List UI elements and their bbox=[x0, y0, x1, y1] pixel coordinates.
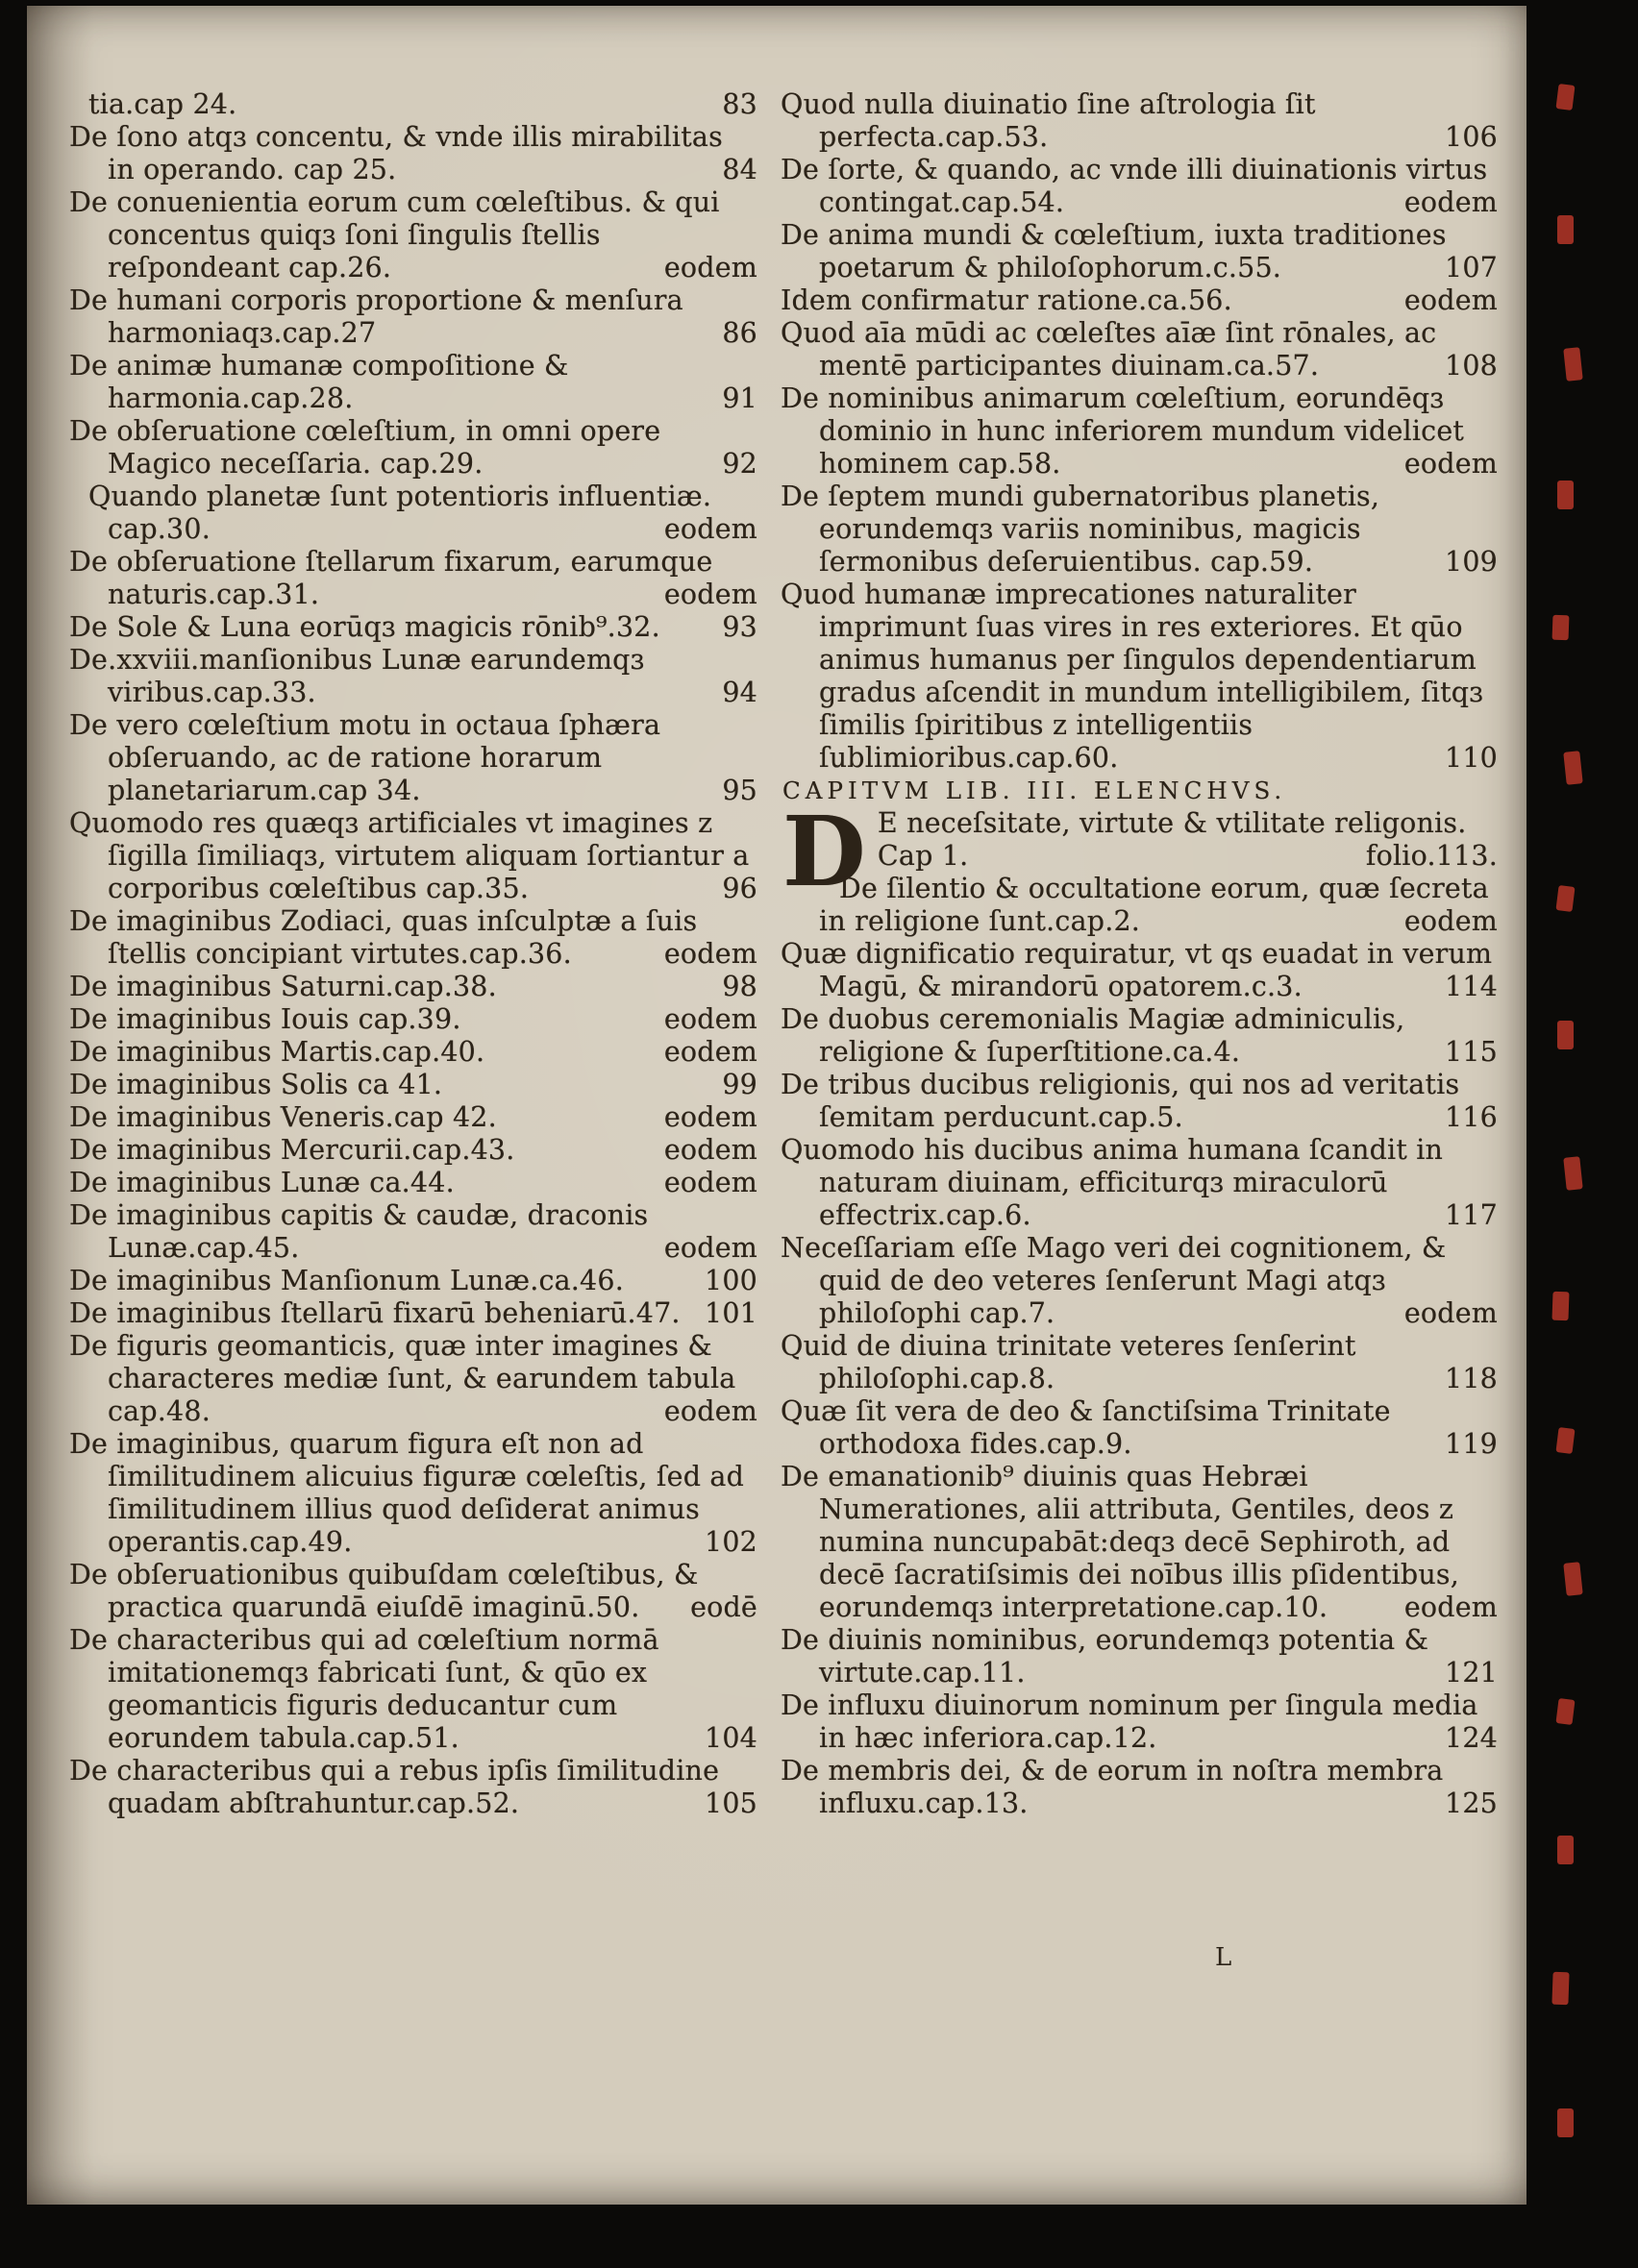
page-number: 119 bbox=[1445, 1428, 1498, 1460]
entry-text: tia.cap 24. bbox=[88, 88, 237, 120]
page-number: 110 bbox=[1445, 742, 1498, 774]
fore-edge-mark bbox=[1555, 84, 1575, 111]
drop-cap-initial: D bbox=[782, 795, 866, 908]
toc-entry bbox=[69, 807, 757, 905]
fore-edge-mark bbox=[1555, 885, 1575, 912]
entry-text: De tribus ducibus religionis, qui nos ad veritatis ſemitam perducunt.cap.5. bbox=[781, 1069, 1460, 1133]
signature-mark: L bbox=[1215, 1943, 1232, 1972]
page-number: 121 bbox=[1445, 1657, 1498, 1689]
toc-entry bbox=[781, 219, 1498, 284]
toc-entry bbox=[781, 1461, 1498, 1624]
page-number: folio.113. bbox=[1365, 840, 1498, 872]
page-number: 92 bbox=[722, 448, 757, 480]
toc-entry bbox=[781, 1624, 1498, 1689]
toc-entry bbox=[69, 350, 757, 415]
page-number: 105 bbox=[705, 1787, 757, 1819]
page-number: eodem bbox=[663, 1395, 757, 1427]
fore-edge-mark bbox=[1557, 481, 1574, 509]
fore-edge-mark bbox=[1557, 2108, 1574, 2137]
entry-text: De ſeptem mundi gubernatoribus planetis, eorundemqɜ variis nominibus, magicis ſermonibus deſeruientibus. cap.59. bbox=[781, 481, 1380, 578]
toc-entry bbox=[781, 154, 1498, 219]
page-number: 118 bbox=[1445, 1363, 1498, 1394]
page-number: 94 bbox=[722, 677, 757, 708]
toc-entry bbox=[69, 1559, 757, 1624]
page-number: 114 bbox=[1445, 971, 1498, 1002]
page-number: eodem bbox=[663, 579, 757, 610]
page-number: eodem bbox=[1403, 1591, 1498, 1623]
toc-entry bbox=[69, 1297, 757, 1330]
toc-entry bbox=[69, 644, 757, 709]
toc-entry bbox=[69, 611, 757, 644]
toc-entry bbox=[69, 1101, 757, 1134]
toc-entry bbox=[781, 579, 1498, 775]
page-number: 95 bbox=[722, 775, 757, 806]
entry-text: De imaginibus Zodiaci, quas inſculptæ a ſuis ſtellis concipiant virtutes.cap.36. bbox=[69, 905, 698, 970]
entry-text: De obſeruatione ſtellarum fixarum, earumque naturis.cap.31. bbox=[69, 546, 713, 610]
page-number: 100 bbox=[705, 1265, 757, 1296]
page-number: eodem bbox=[1403, 448, 1498, 480]
page-number: 124 bbox=[1445, 1722, 1498, 1754]
entry-text: De imaginibus capitis & caudæ, draconis Lunæ.cap.45. bbox=[69, 1199, 649, 1264]
entry-text: Quod humanæ imprecationes naturaliter imprimunt ſuas vires in res exteriores. Et qūo animus humanus per ſingulos dependentiarum gradus aſcendit in mundum intelligibilem, ſitqɜ ſimilis ſpiritibus z intelligentiis ſublimioribus.cap.60. bbox=[781, 579, 1483, 774]
section-heading bbox=[781, 775, 1498, 807]
toc-entry bbox=[781, 284, 1498, 317]
fore-edge-mark bbox=[1563, 1562, 1582, 1596]
page-number: 104 bbox=[705, 1722, 757, 1754]
toc-entry bbox=[781, 317, 1498, 382]
entry-text: De duobus ceremonialis Magiæ adminiculis, religione & ſuperſtitione.ca.4. bbox=[781, 1003, 1405, 1068]
page-number: 117 bbox=[1445, 1199, 1498, 1231]
page-number: eodem bbox=[663, 513, 757, 545]
fore-edge-mark bbox=[1563, 751, 1582, 785]
entry-text: CAPITVM LIB. III. ELENCHVS. bbox=[782, 777, 1287, 804]
toc-entry bbox=[781, 1330, 1498, 1395]
page-number: 99 bbox=[722, 1069, 757, 1100]
page-number: 101 bbox=[705, 1297, 757, 1329]
page-number: eodem bbox=[663, 1036, 757, 1068]
page-number: 116 bbox=[1445, 1101, 1498, 1133]
entry-text: De ſilentio & occultatione eorum, quæ ſecreta in religione ſunt.cap.2. bbox=[819, 873, 1489, 937]
entry-text: De Sole & Luna eorūqɜ magicis rōnib⁹.32. bbox=[69, 611, 660, 643]
page-number: eodem bbox=[663, 252, 757, 284]
book-page bbox=[27, 6, 1526, 2205]
page-number: eodem bbox=[663, 1134, 757, 1166]
toc-entry bbox=[781, 1689, 1498, 1755]
page-number: 93 bbox=[722, 611, 757, 643]
entry-text: De animæ humanæ compoſitione & harmonia.cap.28. bbox=[69, 350, 569, 414]
page-number: eodem bbox=[663, 1003, 757, 1035]
entry-text: De characteribus qui a rebus ipſis ſimilitudine quadam abſtrahuntur.cap.52. bbox=[69, 1755, 720, 1819]
page-number: eodem bbox=[1403, 186, 1498, 218]
toc-entry bbox=[69, 1330, 757, 1428]
toc-entry bbox=[69, 709, 757, 807]
entry-text: Quod aīa mūdi ac cœleſtes aīæ ſint rōnales, ac mentē participantes diuinam.ca.57. bbox=[781, 317, 1437, 382]
entry-text: Quæ dignificatio requiratur, vt qs euadat in verum Magū, & mirandorū opatorem.c.3. bbox=[781, 938, 1493, 1002]
fore-edge-mark bbox=[1563, 1156, 1582, 1191]
page-number: 86 bbox=[722, 317, 757, 349]
page-number: 108 bbox=[1445, 350, 1498, 382]
toc-entry bbox=[781, 481, 1498, 579]
entry-text: De ſorte, & quando, ac vnde illi diuinationis virtus contingat.cap.54. bbox=[781, 154, 1488, 218]
entry-text: De imaginibus Veneris.cap 42. bbox=[69, 1101, 497, 1133]
entry-text: De imaginibus Solis ca 41. bbox=[69, 1069, 443, 1100]
entry-text: De imaginibus Manſionum Lunæ.ca.46. bbox=[69, 1265, 624, 1296]
toc-entry bbox=[781, 382, 1498, 481]
entry-text: De imaginibus Iouis cap.39. bbox=[69, 1003, 461, 1035]
entry-text: De imaginibus Lunæ ca.44. bbox=[69, 1167, 455, 1198]
entry-text: De nominibus animarum cœleſtium, eorundēqɜ dominio in hunc inferiorem mundum videlicet hominem cap.58. bbox=[781, 382, 1465, 480]
entry-text: De ſono atqɜ concentu, & vnde illis mirabilitas in operando. cap 25. bbox=[69, 121, 723, 185]
page-number: 109 bbox=[1445, 546, 1498, 578]
page-number: eodem bbox=[663, 1232, 757, 1264]
toc-entry bbox=[781, 1755, 1498, 1820]
toc-entry bbox=[69, 284, 757, 350]
entry-text: De imaginibus, quarum figura eſt non ad ſimilitudinem alicuius figuræ cœleſtis, ſed ad ſimilitudinem illius quod deſiderat animus operantis.cap.49. bbox=[69, 1428, 745, 1558]
toc-entry bbox=[781, 938, 1498, 1003]
entry-text: De figuris geomanticis, quæ inter imagines & characteres mediæ ſunt, & earundem tabula cap.48. bbox=[69, 1330, 736, 1427]
toc-entry bbox=[69, 1003, 757, 1036]
toc-entry bbox=[69, 546, 757, 611]
toc-entry bbox=[69, 186, 757, 284]
toc-entry bbox=[781, 1069, 1498, 1134]
entry-text: Neceſſariam eſſe Mago veri dei cognitionem, & quid de deo veteres ſenſerunt Magi atqɜ philoſophi cap.7. bbox=[781, 1232, 1447, 1329]
entry-text: De.xxviii.manſionibus Lunæ earundemqɜ viribus.cap.33. bbox=[69, 644, 645, 708]
page-number: 91 bbox=[722, 382, 757, 414]
entry-text: De vero cœleſtium motu in octaua ſphæra obſeruando, ac de ratione horarum planetariarum.cap 34. bbox=[69, 709, 661, 806]
fore-edge-mark bbox=[1557, 215, 1574, 244]
toc-entry bbox=[69, 1069, 757, 1101]
entry-text: Idem confirmatur ratione.ca.56. bbox=[781, 284, 1232, 316]
entry-text: Quomodo his ducibus anima humana ſcandit in naturam diuinam, efficiturqɜ miraculorū effectrix.cap.6. bbox=[781, 1134, 1444, 1231]
table-of-contents bbox=[27, 6, 1526, 1820]
toc-entry bbox=[69, 1265, 757, 1297]
toc-entry bbox=[69, 1167, 757, 1199]
entry-text: E neceſsitate, virtute & vtilitate religonis. Cap 1. bbox=[877, 807, 1467, 872]
entry-text: De imaginibus ſtellarū fixarū beheniarū.47. bbox=[69, 1297, 681, 1329]
page-number: 84 bbox=[722, 154, 757, 185]
entry-text: De membris dei, & de eorum in noſtra membra influxu.cap.13. bbox=[781, 1755, 1444, 1819]
toc-entry bbox=[69, 1199, 757, 1265]
page-number: eodem bbox=[663, 1167, 757, 1198]
fore-edge-marks bbox=[1526, 0, 1638, 2268]
entry-text: De obſeruatione cœleſtium, in omni opere Magico neceſſaria. cap.29. bbox=[69, 415, 661, 480]
page-number: eodem bbox=[1403, 284, 1498, 316]
page-number: eodem bbox=[1403, 1297, 1498, 1329]
entry-text: De obſeruationibus quibuſdam cœleſtibus, & practica quarundā eiuſdē imaginū.50. bbox=[69, 1559, 699, 1623]
toc-entry bbox=[69, 121, 757, 186]
fore-edge-mark bbox=[1557, 1021, 1574, 1049]
toc-entry bbox=[69, 481, 757, 546]
toc-entry bbox=[781, 1232, 1498, 1330]
toc-entry bbox=[69, 1134, 757, 1167]
entry-text: De imaginibus Martis.cap.40. bbox=[69, 1036, 485, 1068]
fore-edge-mark bbox=[1563, 347, 1582, 382]
toc-entry bbox=[69, 1624, 757, 1755]
entry-text: Quid de diuina trinitate veteres ſenſerint philoſophi.cap.8. bbox=[781, 1330, 1356, 1394]
page-number: eodē bbox=[690, 1591, 757, 1623]
entry-text: De characteribus qui ad cœleſtium normā imitationemqɜ fabricati ſunt, & qūo ex geomanticis figuris deducantur cum eorundem tabula.cap.51. bbox=[69, 1624, 659, 1754]
entry-text: De imaginibus Mercurii.cap.43. bbox=[69, 1134, 515, 1166]
toc-entry bbox=[781, 873, 1498, 938]
page-number: 102 bbox=[705, 1526, 757, 1558]
fore-edge-mark bbox=[1557, 1836, 1574, 1864]
toc-entry bbox=[69, 971, 757, 1003]
fore-edge-mark bbox=[1555, 1427, 1575, 1454]
page-number: 125 bbox=[1445, 1787, 1498, 1819]
toc-entry bbox=[69, 88, 757, 121]
entry-text: Quæ ſit vera de deo & ſanctiſsima Trinitate orthodoxa fides.cap.9. bbox=[781, 1395, 1391, 1460]
page-number: 106 bbox=[1445, 121, 1498, 153]
toc-entry bbox=[781, 1003, 1498, 1069]
toc-entry bbox=[69, 415, 757, 481]
toc-entry bbox=[781, 88, 1498, 154]
fore-edge-mark bbox=[1555, 1698, 1575, 1725]
page-number: 96 bbox=[722, 873, 757, 904]
toc-entry bbox=[781, 1395, 1498, 1461]
fore-edge-mark bbox=[1552, 615, 1570, 641]
entry-text: Quomodo res quæqɜ artificiales vt imagines z ſigilla ſimiliaqɜ, virtutem aliquam ſortiantur a corporibus cœleſtibus cap.35. bbox=[69, 807, 750, 904]
page-number: 98 bbox=[722, 971, 757, 1002]
left-column bbox=[69, 88, 757, 1820]
entry-text: De emanationib⁹ diuinis quas Hebræi Numerationes, alii attributa, Gentiles, deos z numina nuncupabāt:deqɜ decē Sephiroth, ad decē ſacratiſsimis dei noībus illis pſidentibus, eorundemqɜ interpretatione.cap.10. bbox=[781, 1461, 1459, 1623]
page-number: eodem bbox=[663, 938, 757, 970]
page-number: 115 bbox=[1445, 1036, 1498, 1068]
page-number: 107 bbox=[1445, 252, 1498, 284]
toc-entry bbox=[69, 1755, 757, 1820]
fore-edge-mark bbox=[1551, 1292, 1569, 1321]
entry-text: De anima mundi & cœleſtium, iuxta traditiones poetarum & philoſophorum.c.55. bbox=[781, 219, 1447, 284]
entry-text: De conuenientia eorum cum cœleſtibus. & qui concentus quiqɜ ſoni ſingulis ſtellis reſpondeant cap.26. bbox=[69, 186, 720, 284]
fore-edge-mark bbox=[1551, 1972, 1569, 2006]
entry-text: De diuinis nominibus, eorundemqɜ potentia & virtute.cap.11. bbox=[781, 1624, 1429, 1689]
entry-text: De imaginibus Saturni.cap.38. bbox=[69, 971, 497, 1002]
page-number: eodem bbox=[663, 1101, 757, 1133]
page-number: eodem bbox=[1403, 905, 1498, 937]
page-number: 83 bbox=[722, 88, 757, 120]
right-column bbox=[781, 88, 1498, 1820]
toc-entry bbox=[69, 905, 757, 971]
entry-text: De influxu diuinorum nominum per ſingula media in hæc inferiora.cap.12. bbox=[781, 1689, 1478, 1754]
entry-text: De humani corporis proportione & menſura harmoniaqɜ.cap.27 bbox=[69, 284, 683, 349]
toc-entry bbox=[69, 1036, 757, 1069]
toc-entry bbox=[69, 1428, 757, 1559]
entry-text: Quando planetæ ſunt potentioris influentiæ. cap.30. bbox=[88, 481, 712, 545]
toc-entry bbox=[781, 1134, 1498, 1232]
entry-text: Quod nulla diuinatio ſine aſtrologia ſit perfecta.cap.53. bbox=[781, 88, 1316, 153]
